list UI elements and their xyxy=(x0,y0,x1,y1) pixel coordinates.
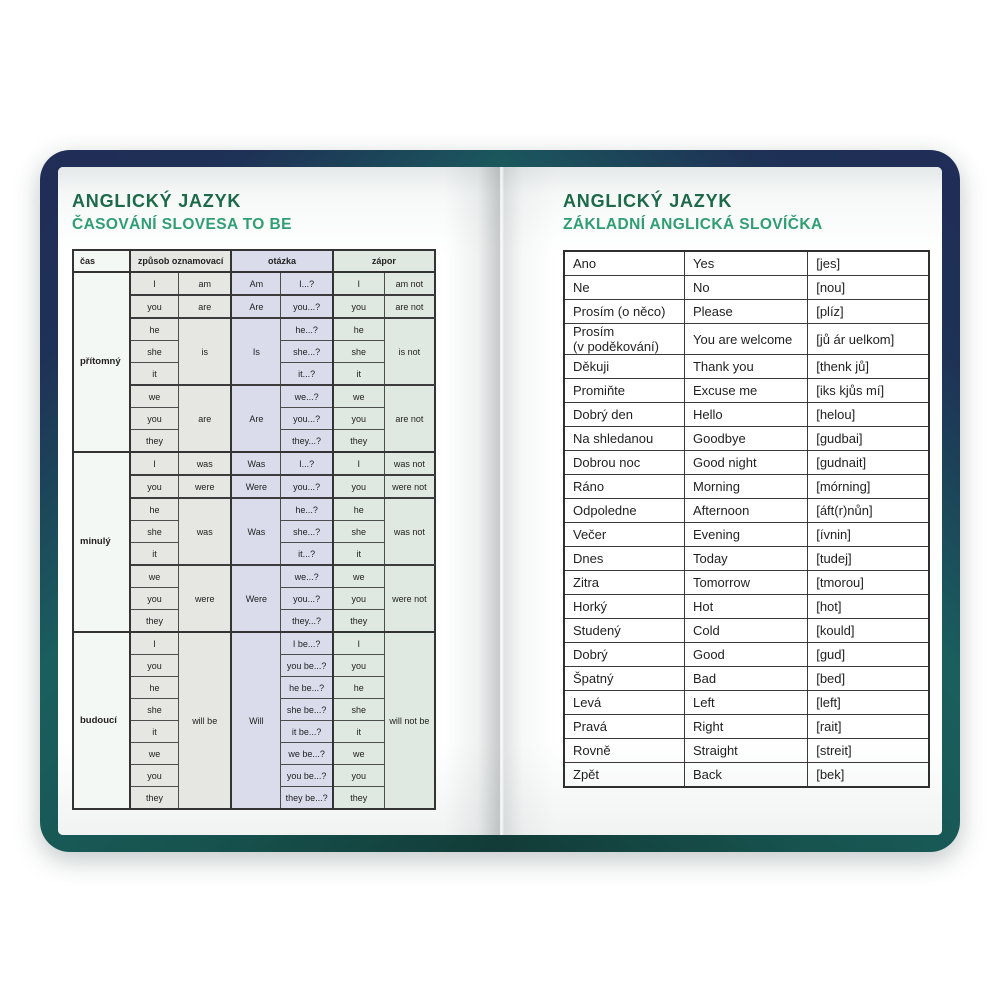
czech-cell: Ráno xyxy=(564,475,684,499)
czech-cell: Večer xyxy=(564,523,684,547)
table-cell: he xyxy=(333,498,385,521)
table-cell: you xyxy=(333,408,385,430)
english-cell: Hello xyxy=(684,403,807,427)
table-cell: you...? xyxy=(281,588,333,610)
english-cell: Thank you xyxy=(684,355,807,379)
table-cell: we xyxy=(333,385,385,408)
table-cell: I xyxy=(333,632,385,655)
vocab-row xyxy=(564,451,929,475)
vocab-row xyxy=(564,547,929,571)
table-cell: you xyxy=(130,408,179,430)
table-cell: you xyxy=(130,655,179,677)
table-cell: it...? xyxy=(281,363,333,386)
vocab-row xyxy=(564,251,929,276)
table-cell: you xyxy=(130,475,179,498)
pronunciation-cell: [nou] xyxy=(808,276,929,300)
vocab-row xyxy=(564,667,929,691)
table-cell: it xyxy=(130,363,179,386)
table-cell: I xyxy=(333,272,385,295)
table-cell: čas xyxy=(73,250,130,272)
table-cell: you be...? xyxy=(281,765,333,787)
table-cell: Are xyxy=(231,385,281,452)
table-cell: Are xyxy=(231,295,281,318)
table-cell: he xyxy=(130,677,179,699)
english-cell: Left xyxy=(684,691,807,715)
czech-cell: Odpoledne xyxy=(564,499,684,523)
table-cell: she xyxy=(333,521,385,543)
table-cell: způsob oznamovací xyxy=(130,250,231,272)
table-cell: I xyxy=(333,452,385,475)
table-cell: she xyxy=(130,341,179,363)
table-cell: they xyxy=(333,787,385,810)
vocab-row xyxy=(564,763,929,788)
vocab-row xyxy=(564,324,929,355)
pronunciation-cell: [bed] xyxy=(808,667,929,691)
english-cell: Tomorrow xyxy=(684,571,807,595)
table-cell: was xyxy=(179,452,232,475)
table-cell: I xyxy=(130,632,179,655)
table-cell: you xyxy=(130,588,179,610)
english-cell: Today xyxy=(684,547,807,571)
table-row xyxy=(73,272,435,295)
pronunciation-cell: [left] xyxy=(808,691,929,715)
table-cell: Will xyxy=(231,632,281,809)
table-cell: will be xyxy=(179,632,232,809)
table-cell: Were xyxy=(231,565,281,632)
pronunciation-cell: [helou] xyxy=(808,403,929,427)
table-cell: was not xyxy=(384,452,435,475)
table-cell: they xyxy=(130,787,179,810)
english-cell: Cold xyxy=(684,619,807,643)
vocab-row xyxy=(564,595,929,619)
table-cell: are xyxy=(179,295,232,318)
table-cell: Am xyxy=(231,272,281,295)
pronunciation-cell: [rait] xyxy=(808,715,929,739)
table-cell: we xyxy=(333,743,385,765)
book-pages xyxy=(58,167,942,835)
table-cell: were not xyxy=(384,565,435,632)
pronunciation-cell: [tudej] xyxy=(808,547,929,571)
left-page xyxy=(58,167,500,835)
czech-cell: Ne xyxy=(564,276,684,300)
table-cell: I...? xyxy=(281,272,333,295)
table-cell: it xyxy=(130,543,179,566)
table-cell: she...? xyxy=(281,521,333,543)
english-cell: No xyxy=(684,276,807,300)
czech-cell: Levá xyxy=(564,691,684,715)
table-cell: it xyxy=(333,543,385,566)
right-page-subtitle: ZÁKLADNÍ ANGLICKÁ SLOVÍČKA xyxy=(563,216,823,233)
table-cell: you xyxy=(333,765,385,787)
table-cell: we xyxy=(130,743,179,765)
table-row xyxy=(73,632,435,655)
right-page-content xyxy=(500,167,930,788)
english-cell: Good xyxy=(684,643,807,667)
table-cell: přítomný xyxy=(73,272,130,452)
table-cell: he xyxy=(333,677,385,699)
vocab-row xyxy=(564,427,929,451)
vocab-row xyxy=(564,379,929,403)
table-cell: we xyxy=(333,565,385,588)
table-cell: I xyxy=(130,452,179,475)
table-cell: it xyxy=(333,363,385,386)
czech-cell: Děkuji xyxy=(564,355,684,379)
english-cell: Morning xyxy=(684,475,807,499)
pronunciation-cell: [áft(r)nůn] xyxy=(808,499,929,523)
czech-cell: Studený xyxy=(564,619,684,643)
table-cell: she...? xyxy=(281,341,333,363)
table-cell: you be...? xyxy=(281,655,333,677)
czech-cell: Prosím (o něco) xyxy=(564,300,684,324)
table-cell: am xyxy=(179,272,232,295)
table-cell: is xyxy=(179,318,232,385)
left-page-content xyxy=(58,167,438,810)
czech-cell: Zpět xyxy=(564,763,684,788)
vocab-row xyxy=(564,739,929,763)
table-cell: you xyxy=(333,475,385,498)
table-cell: you xyxy=(333,295,385,318)
czech-cell: Dnes xyxy=(564,547,684,571)
pronunciation-cell: [tmorou] xyxy=(808,571,929,595)
table-cell: is not xyxy=(384,318,435,385)
table-header-row xyxy=(73,250,435,272)
to-be-table-body xyxy=(73,250,435,809)
table-cell: minulý xyxy=(73,452,130,632)
pronunciation-cell: [gud] xyxy=(808,643,929,667)
vocab-row xyxy=(564,643,929,667)
table-cell: are xyxy=(179,385,232,452)
table-cell: they xyxy=(333,610,385,633)
english-cell: Goodbye xyxy=(684,427,807,451)
vocab-row xyxy=(564,276,929,300)
table-cell: she xyxy=(333,341,385,363)
table-cell: I xyxy=(130,272,179,295)
vocab-row xyxy=(564,571,929,595)
table-cell: are not xyxy=(384,295,435,318)
pronunciation-cell: [bek] xyxy=(808,763,929,788)
czech-cell: Ano xyxy=(564,251,684,276)
table-cell: they xyxy=(130,610,179,633)
vocab-table-body xyxy=(564,251,929,787)
table-cell: she xyxy=(333,699,385,721)
czech-cell: Prosím (v poděkování) xyxy=(564,324,684,355)
vocab-row xyxy=(564,499,929,523)
table-cell: you xyxy=(333,655,385,677)
czech-cell: Na shledanou xyxy=(564,427,684,451)
vocab-row xyxy=(564,715,929,739)
czech-cell: Pravá xyxy=(564,715,684,739)
table-cell: Were xyxy=(231,475,281,498)
table-cell: he...? xyxy=(281,498,333,521)
table-cell: was not xyxy=(384,498,435,565)
pronunciation-cell: [ívnin] xyxy=(808,523,929,547)
czech-cell: Rovně xyxy=(564,739,684,763)
table-cell: you...? xyxy=(281,475,333,498)
table-cell: it xyxy=(333,721,385,743)
pronunciation-cell: [hot] xyxy=(808,595,929,619)
table-cell: you...? xyxy=(281,295,333,318)
table-cell: she xyxy=(130,699,179,721)
vocab-row xyxy=(564,300,929,324)
vocab-row xyxy=(564,691,929,715)
table-cell: they...? xyxy=(281,430,333,453)
table-cell: I be...? xyxy=(281,632,333,655)
vocab-row xyxy=(564,475,929,499)
table-cell: it...? xyxy=(281,543,333,566)
table-cell: were xyxy=(179,565,232,632)
vocab-row xyxy=(564,355,929,379)
table-cell: we...? xyxy=(281,565,333,588)
english-cell: Please xyxy=(684,300,807,324)
left-page-title: ANGLICKÝ JAZYK xyxy=(72,191,242,211)
vocabulary-table xyxy=(563,250,930,788)
pronunciation-cell: [iks kjůs mí] xyxy=(808,379,929,403)
table-cell: we xyxy=(130,385,179,408)
table-cell: it be...? xyxy=(281,721,333,743)
right-page-title: ANGLICKÝ JAZYK xyxy=(563,191,733,211)
vocab-row xyxy=(564,523,929,547)
czech-cell: Dobrý den xyxy=(564,403,684,427)
table-cell: are not xyxy=(384,385,435,452)
english-cell: You are welcome xyxy=(684,324,807,355)
table-cell: you xyxy=(333,588,385,610)
table-cell: they xyxy=(333,430,385,453)
table-cell: am not xyxy=(384,272,435,295)
table-cell: was xyxy=(179,498,232,565)
vocab-row xyxy=(564,403,929,427)
table-cell: we...? xyxy=(281,385,333,408)
czech-cell: Zitra xyxy=(564,571,684,595)
table-cell: he be...? xyxy=(281,677,333,699)
table-cell: were xyxy=(179,475,232,498)
table-cell: we xyxy=(130,565,179,588)
czech-cell: Dobrou noc xyxy=(564,451,684,475)
english-cell: Straight xyxy=(684,739,807,763)
pronunciation-cell: [plíz] xyxy=(808,300,929,324)
table-cell: they be...? xyxy=(281,787,333,810)
pronunciation-cell: [jů ár uelkom] xyxy=(808,324,929,355)
english-cell: Good night xyxy=(684,451,807,475)
czech-cell: Dobrý xyxy=(564,643,684,667)
pronunciation-cell: [streit] xyxy=(808,739,929,763)
table-cell: she be...? xyxy=(281,699,333,721)
english-cell: Yes xyxy=(684,251,807,276)
table-cell: were not xyxy=(384,475,435,498)
table-cell: we be...? xyxy=(281,743,333,765)
english-cell: Evening xyxy=(684,523,807,547)
right-page xyxy=(500,167,942,835)
pronunciation-cell: [mórning] xyxy=(808,475,929,499)
table-cell: budoucí xyxy=(73,632,130,809)
table-cell: he xyxy=(333,318,385,341)
pronunciation-cell: [kould] xyxy=(808,619,929,643)
table-cell: I...? xyxy=(281,452,333,475)
english-cell: Afternoon xyxy=(684,499,807,523)
pronunciation-cell: [jes] xyxy=(808,251,929,276)
to-be-conjugation-table xyxy=(72,249,436,810)
pronunciation-cell: [thenk jů] xyxy=(808,355,929,379)
table-cell: he xyxy=(130,318,179,341)
table-cell: you...? xyxy=(281,408,333,430)
table-cell: it xyxy=(130,721,179,743)
table-cell: you xyxy=(130,295,179,318)
english-cell: Right xyxy=(684,715,807,739)
left-page-subtitle: ČASOVÁNÍ SLOVESA TO BE xyxy=(72,216,292,233)
table-cell: will not be xyxy=(384,632,435,809)
czech-cell: Špatný xyxy=(564,667,684,691)
notebook-cover xyxy=(40,150,960,852)
table-cell: they xyxy=(130,430,179,453)
table-cell: they...? xyxy=(281,610,333,633)
table-cell: you xyxy=(130,765,179,787)
english-cell: Hot xyxy=(684,595,807,619)
english-cell: Bad xyxy=(684,667,807,691)
table-cell: he...? xyxy=(281,318,333,341)
english-cell: Back xyxy=(684,763,807,788)
table-cell: zápor xyxy=(333,250,435,272)
vocab-row xyxy=(564,619,929,643)
table-cell: otázka xyxy=(231,250,332,272)
english-cell: Excuse me xyxy=(684,379,807,403)
table-cell: Is xyxy=(231,318,281,385)
table-cell: Was xyxy=(231,452,281,475)
czech-cell: Promiňte xyxy=(564,379,684,403)
pronunciation-cell: [gudnait] xyxy=(808,451,929,475)
table-row xyxy=(73,452,435,475)
pronunciation-cell: [gudbai] xyxy=(808,427,929,451)
table-cell: Was xyxy=(231,498,281,565)
czech-cell: Horký xyxy=(564,595,684,619)
table-cell: he xyxy=(130,498,179,521)
table-cell: she xyxy=(130,521,179,543)
